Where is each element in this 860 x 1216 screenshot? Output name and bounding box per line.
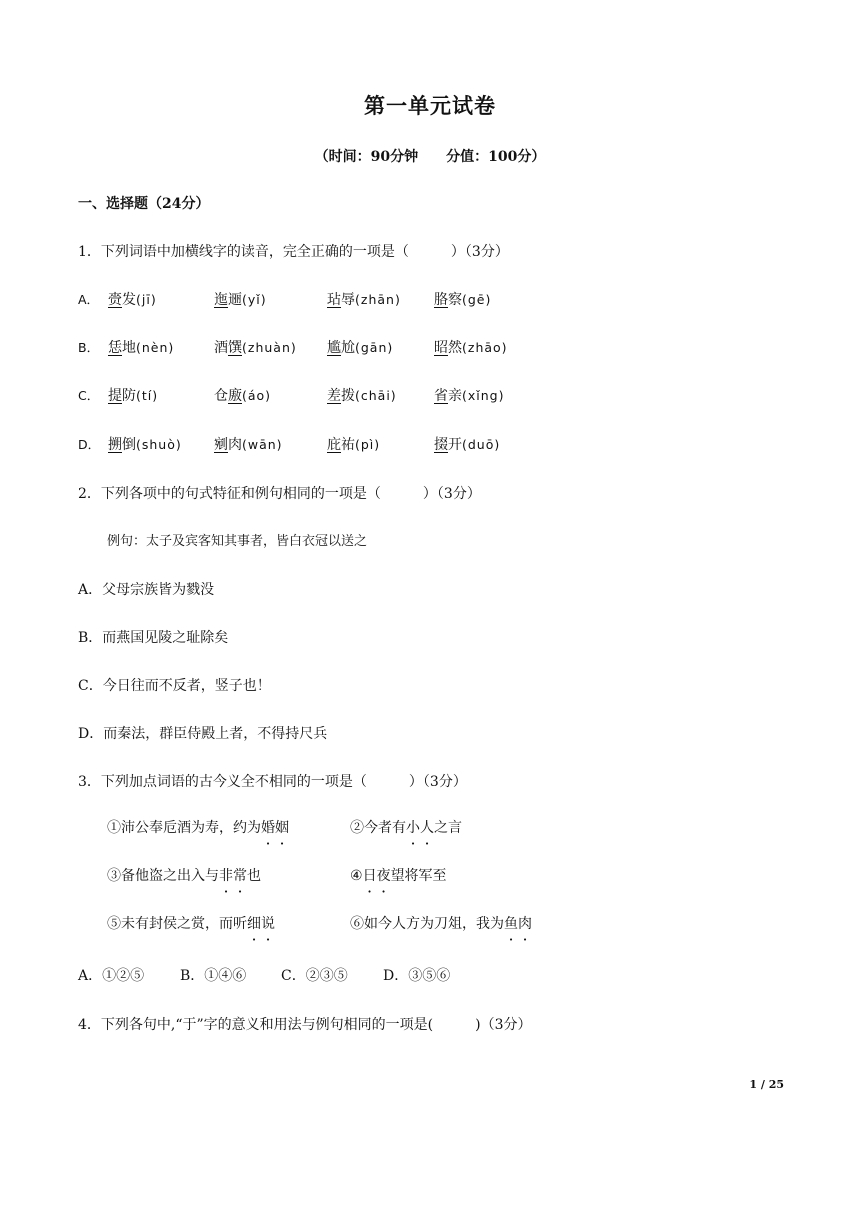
question-3-stem: 3．下列加点词语的古今义全不相同的一项是（ ）（3分） [78,774,467,790]
pronunciation-item: 胳察(gē) [434,292,492,308]
question-3-item: ⑥如今人方为刀俎，我为鱼肉 [350,916,532,932]
dotted-word: 鱼肉 [504,916,532,932]
pronunciation-item: 剜肉(wān) [214,437,283,453]
time-label: （时间：90分钟 [314,149,419,165]
pronunciation-item: 搠倒(shuò) [108,437,182,453]
section-heading: 一、选择题（24分） [78,196,210,212]
question-3-item: ③备他盗之出入与非常也 [107,868,261,884]
pinyin: (xǐng) [462,388,505,403]
pronunciation-item: 昭然(zhāo) [434,340,508,356]
question-4-stem: 4．下列各句中,“于”字的意义和用法与例句相同的一项是( )（3分） [78,1017,532,1033]
question-3-answer-b: B．①④⑥ [180,968,247,984]
pinyin: (chāi) [355,388,397,403]
exam-meta [0,146,860,166]
underlined-char: 掇 [434,437,448,453]
pinyin: (zhuàn) [242,340,297,355]
question-1-stem: 1．下列词语中加横线字的读音，完全正确的一项是（ ）（3分） [78,244,509,260]
pinyin: (áo) [242,388,272,403]
question-2-option-d: D．而秦法，群臣侍殿上者，不得持尺兵 [78,726,328,742]
question-3-item: ②今者有小人之言 [350,820,462,836]
underlined-char: 馔 [228,340,242,356]
underlined-char: 搠 [108,437,122,453]
underlined-char: 差 [327,388,341,404]
underlined-char: 廒 [228,388,242,404]
question-2-example: 例句：太子及宾客知其事者，皆白衣冠以送之 [107,534,368,549]
pronunciation-item: 玷辱(zhān) [327,292,401,308]
question-2-option-c: C．今日往而不反者，竖子也！ [78,678,271,694]
pronunciation-item: 省亲(xǐng) [434,388,505,404]
question-3-answer-d: D．③⑤⑥ [383,968,451,984]
pronunciation-item: 尴尬(gān) [327,340,394,356]
pinyin: (zhāo) [462,340,508,355]
underlined-char: 赍 [108,292,122,308]
question-3-answer-c: C．②③⑤ [281,968,348,984]
option-letter: C． [78,388,100,403]
dotted-word: 细说 [247,916,275,932]
pronunciation-item: 提防(tí) [108,388,159,404]
pinyin: (shuò) [136,437,182,452]
dotted-word: 婚姻 [261,820,289,836]
dotted-word: 非常 [219,868,247,884]
page-title: 第一单元试卷 [364,93,496,118]
pronunciation-item: 庇祐(pì) [327,437,381,453]
pinyin: (nèn) [136,340,175,355]
question-2-option-a: A．父母宗族皆为戮没 [78,582,215,598]
pinyin: (duō) [462,437,501,452]
question-3-answer-a: A．①②⑤ [78,968,145,984]
dotted-word: 小人 [406,820,434,836]
question-2-stem: 2．下列各项中的句式特征和例句相同的一项是（ ）（3分） [78,486,481,502]
pronunciation-item: 恁地(nèn) [108,340,175,356]
underlined-char: 剜 [214,437,228,453]
pinyin: (zhān) [355,292,401,307]
pinyin: (jī) [136,292,157,307]
question-3-item: ④日夜望将军至 [350,868,447,884]
pinyin: (wān) [242,437,283,452]
underlined-char: 昭 [434,340,448,356]
underlined-char: 恁 [108,340,122,356]
question-2-option-b: B．而燕国见陵之耻除矣 [78,630,229,646]
underlined-char: 玷 [327,292,341,308]
dotted-word: 日夜 [362,868,391,884]
pinyin: (gē) [462,292,492,307]
option-letter: A． [78,292,100,307]
pronunciation-item: 赍发(jī) [108,292,157,308]
underlined-char: 迤 [214,292,228,308]
underlined-char: 提 [108,388,122,404]
pinyin: (tí) [136,388,159,403]
underlined-char: 尴 [327,340,341,356]
question-3-item: ⑤未有封侯之赏，而听细说 [107,916,275,932]
pinyin: (gān) [355,340,394,355]
pronunciation-item: 差拨(chāi) [327,388,397,404]
option-letter: D． [78,437,101,452]
pinyin: (yǐ) [242,292,267,307]
underlined-char: 胳 [434,292,448,308]
pronunciation-item: 酒馔(zhuàn) [214,340,297,356]
option-letter: B． [78,340,100,355]
question-3-item: ①沛公奉卮酒为寿，约为婚姻 [107,820,289,836]
pronunciation-item: 迤逦(yǐ) [214,292,267,308]
page-number: 1 / 25 [749,1078,784,1091]
pronunciation-item: 仓廒(áo) [214,388,272,404]
pronunciation-item: 掇开(duō) [434,437,501,453]
underlined-char: 庇 [327,437,341,453]
underlined-char: 省 [434,388,448,404]
pinyin: (pì) [355,437,381,452]
score-label: 分值：100分） [446,149,546,165]
